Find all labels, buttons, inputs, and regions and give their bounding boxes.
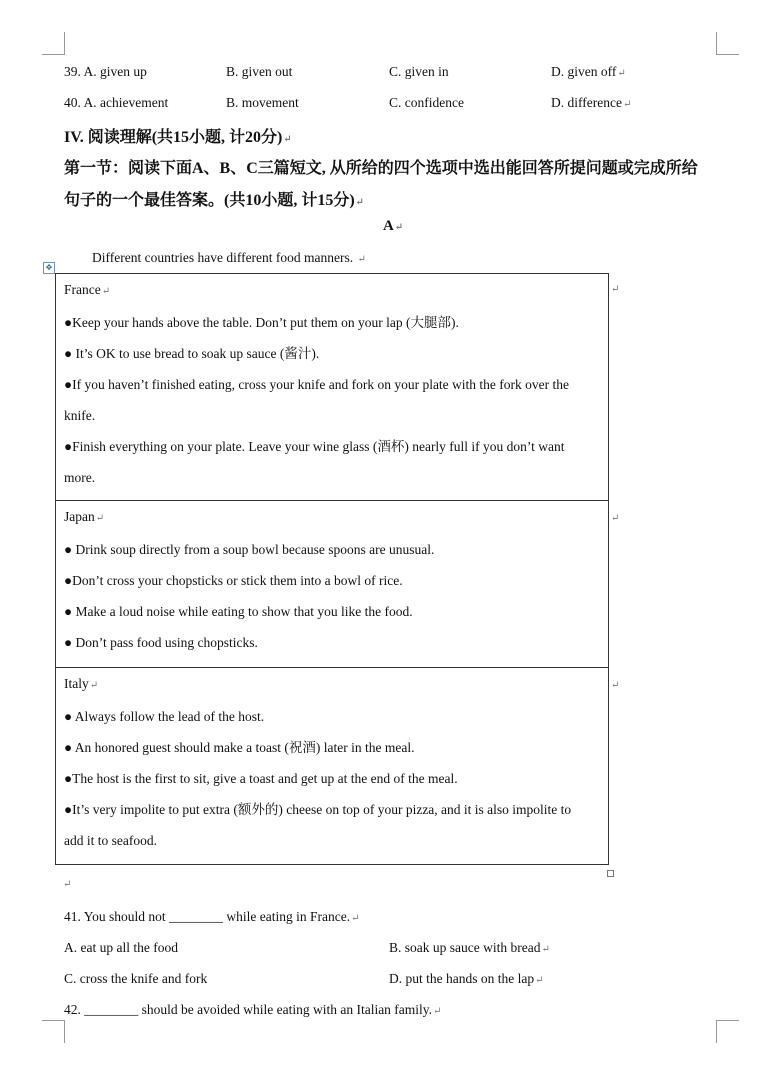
q41-option-c: C. cross the knife and fork [64,971,208,986]
q39-option-b: B. given out [226,64,293,79]
table-resize-handle[interactable] [607,870,614,877]
passage-intro [92,250,366,266]
country-name-text: France [64,282,101,297]
q39-option-d [551,64,626,80]
passage-label-text: A [383,218,394,234]
rule-line: ● Make a loud noise while eating to show that you like the food. [64,604,413,619]
country-name-text: Italy [64,676,89,691]
rule-line: ●The host is the first to sit, give a toast and get up at the end of the meal. [64,771,458,786]
section-title-text: IV. 阅读理解(共15小题, 计20分) [64,129,283,146]
paragraph-mark: ↵ [101,286,111,297]
q39-option-c: C. given in [389,64,449,79]
q40-option-d-text: D. difference [551,95,622,110]
q41-option-b-text: B. soak up sauce with bread [389,940,541,955]
q40-option-a [64,95,168,111]
paragraph-mark: ↵ [433,1006,442,1017]
country-name-japan [64,501,600,534]
corner-mark-top-left [42,32,65,55]
country-name-france [64,274,600,307]
rule-line: knife. [64,408,96,423]
section-intro-line-2-text: 句子的一个最佳答案。(共10小题, 计15分) [64,192,355,209]
q41-option-b [389,940,550,956]
rule-line: ● Drink soup directly from a soup bowl because spoons are unusual. [64,542,435,557]
q40-option-a-text: A. achievement [83,95,169,110]
food-manners-table [55,273,609,865]
row-end-mark: ↵ [611,680,620,691]
corner-mark-bottom-left [42,1020,65,1043]
passage-intro-text: Different countries have different food manners. [92,250,354,265]
paragraph-mark: ↵ [394,222,404,233]
rule-line: ● Always follow the lead of the host. [64,709,265,724]
q40-option-d [551,95,631,111]
rule-line: more. [64,470,96,485]
rule-line: ●It’s very impolite to put extra (额外的) cheese on top of your pizza, and it is also impolite to [64,802,572,817]
paragraph-mark: ↵ [535,975,544,986]
country-name-text: Japan [64,509,95,524]
rule-line: ●Don’t cross your chopsticks or stick them into a bowl of rice. [64,573,403,588]
question-41-stem [64,909,360,925]
table-cell-japan [56,500,608,667]
passage-label [383,218,403,235]
q41-option-a: A. eat up all the food [64,940,178,955]
q42-stem-text: 42. ________ should be avoided while eating with an Italian family. [64,1002,433,1017]
q39-number: 39. A. given up [64,64,147,79]
q41-option-d-text: D. put the hands on the lap [389,971,535,986]
paragraph-mark: ↵ [89,680,99,691]
corner-mark-bottom-right [716,1020,739,1043]
q40-option-b: B. movement [226,95,299,110]
row-end-mark: ↵ [611,284,620,295]
rule-line: ●Keep your hands above the table. Don’t put them on your lap (大腿部). [64,315,459,330]
q40-option-c: C. confidence [389,95,464,110]
section-intro-line-2 [64,187,364,210]
paragraph-mark: ↵ [351,913,360,924]
paragraph-mark: ↵ [541,944,550,955]
paragraph-mark: ↵ [95,513,105,524]
q40-number: 40. [64,95,81,110]
q41-stem-text: 41. You should not ________ while eating in France. [64,909,351,924]
paragraph-mark: ↵ [283,134,292,145]
table-cell-italy [56,667,608,864]
table-cell-france [56,274,608,500]
rule-line: ● It’s OK to use bread to soak up sauce (酱汁). [64,346,320,361]
rule-line: ● An honored guest should make a toast (祝酒) later in the meal. [64,740,415,755]
paragraph-mark: ↵ [355,197,365,208]
q39-option-d-text: D. given off [551,64,617,79]
paragraph-mark: ↵ [63,879,72,890]
paragraph-mark: ↵ [622,99,632,110]
country-name-italy [64,668,600,701]
rule-line: ●Finish everything on your plate. Leave your wine glass (酒杯) nearly full if you don’t want [64,439,565,454]
paragraph-mark: ↵ [357,254,366,265]
rule-line: ● Don’t pass food using chopsticks. [64,635,258,650]
section-intro-line-1: 第一节：阅读下面A、B、C三篇短文, 从所给的四个选项中选出能回答所提问题或完成所给 [64,160,698,177]
rule-line: ●If you haven’t finished eating, cross your knife and fork on your plate with the fork over the [64,377,570,392]
corner-mark-top-right [716,32,739,55]
section-title [64,124,292,147]
q41-option-d [389,971,544,987]
paragraph-mark: ↵ [617,68,626,79]
row-end-mark: ↵ [611,513,620,524]
rule-line: add it to seafood. [64,833,157,848]
table-move-handle-icon[interactable]: ✥ [43,262,55,274]
question-42-stem [64,1002,441,1018]
